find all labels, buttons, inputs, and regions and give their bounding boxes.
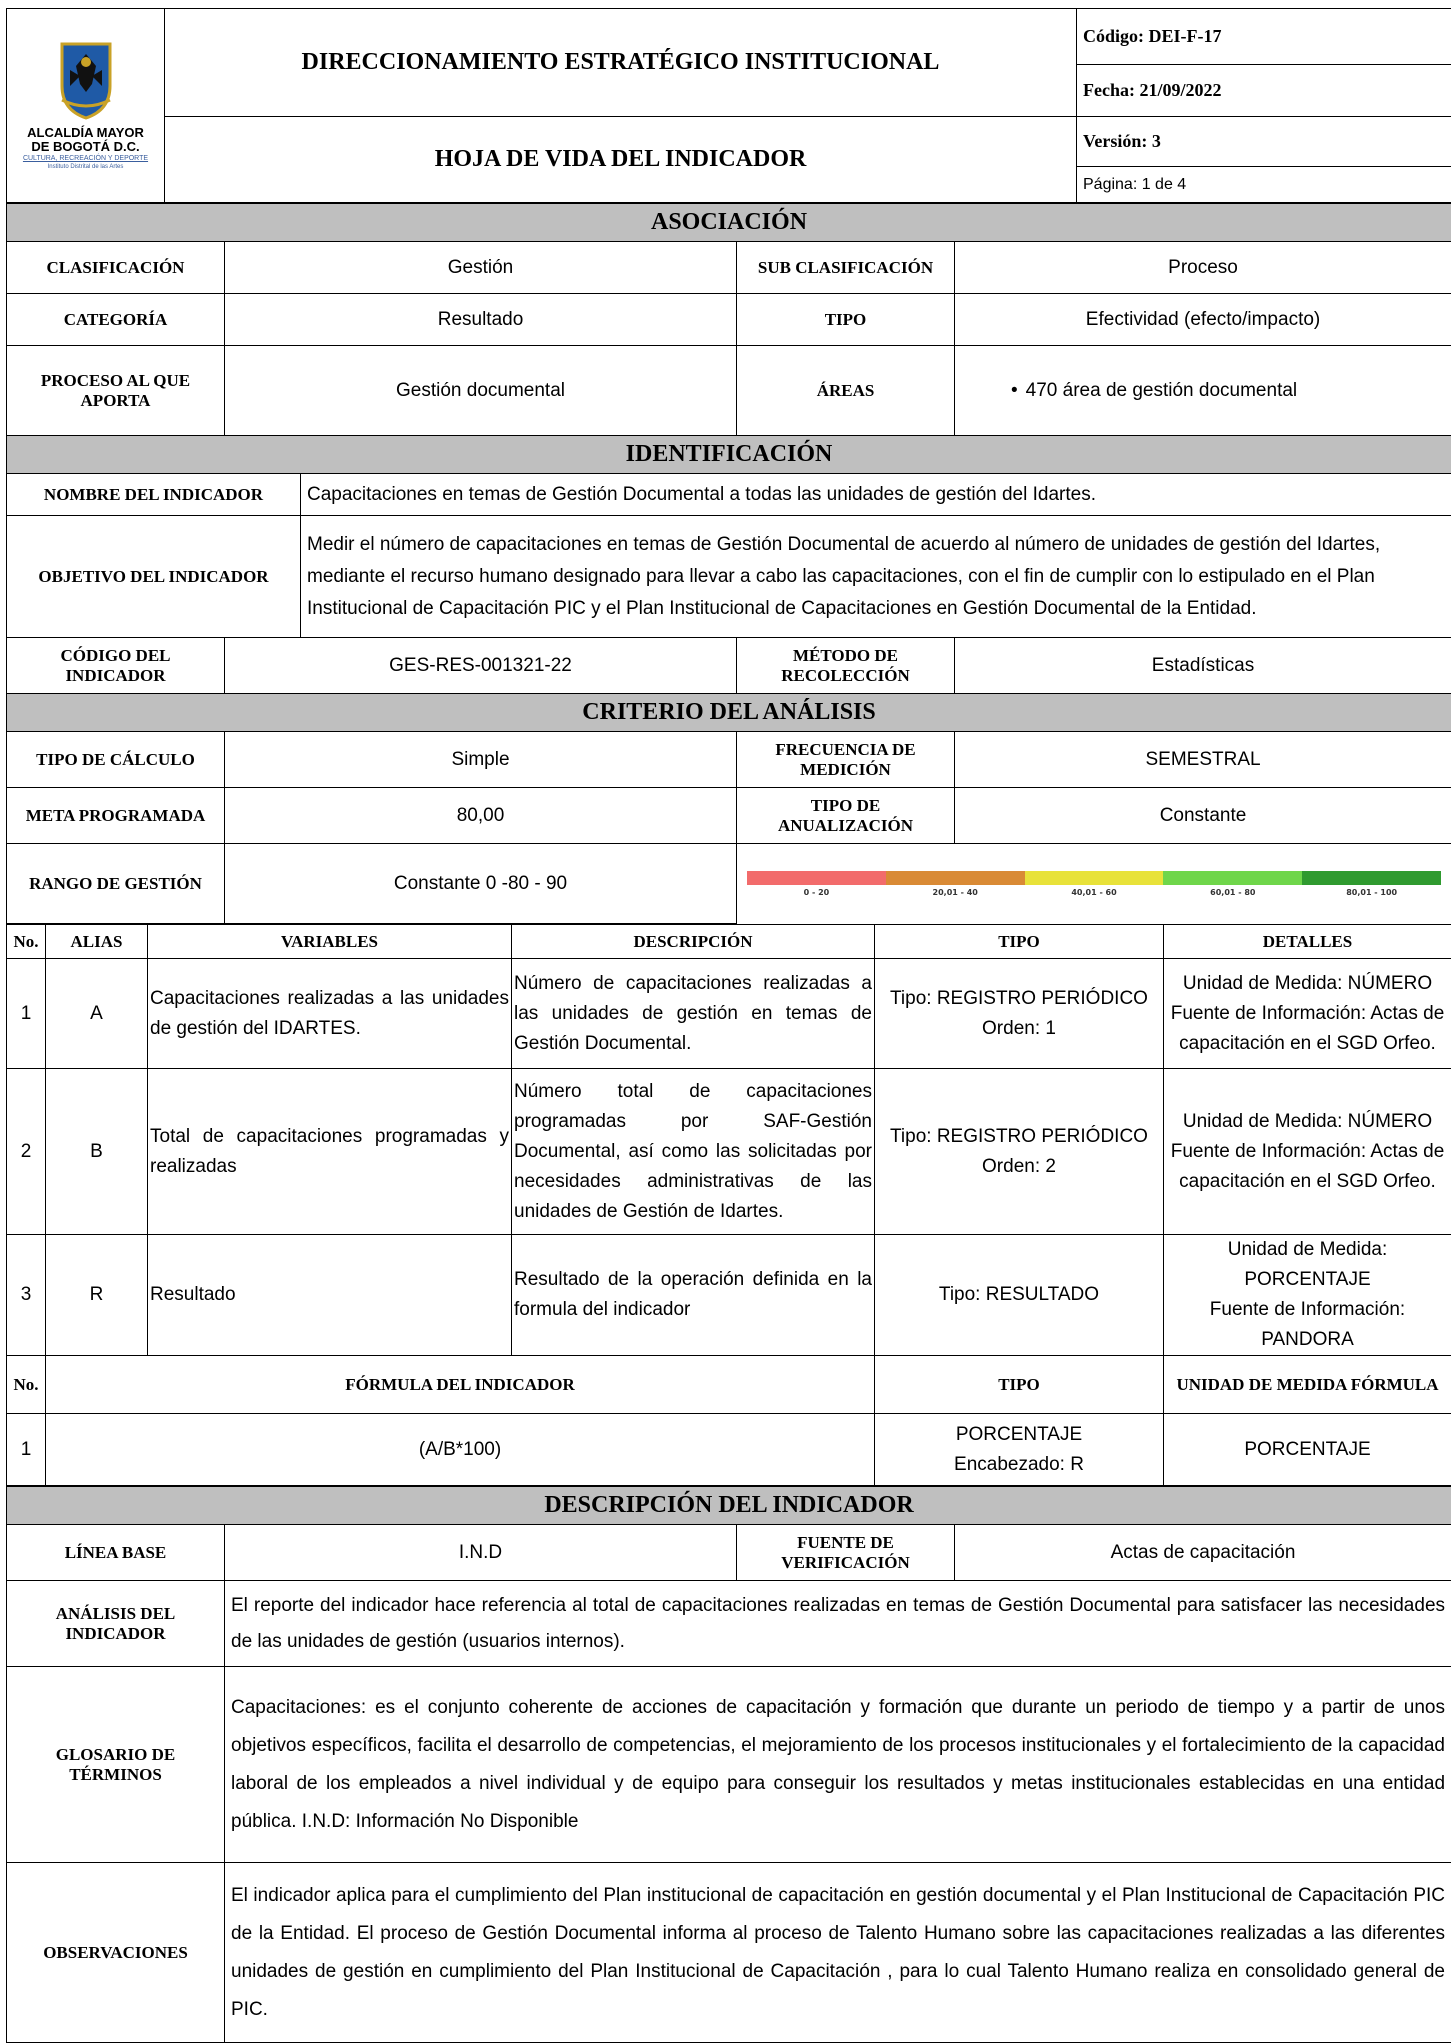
glosario-value: Capacitaciones: es el conjunto coherente de acciones de capacitación y formación que durante un periodo de tiempo y a partir de unos objetivos específicos, facilita el desarrollo de competencias, el mejoramiento de los procesos institucionales y el fortalecimiento de la capacidad laboral de los empleados a nivel individual y de equipo para conseguir los resultados y metas institucionales establecidas en una entidad pública. I.N.D: Información No Disponible	[225, 1667, 1451, 1863]
var-det-line1: Unidad de Medida: NÚMERO	[1166, 969, 1449, 999]
range-segment	[1163, 871, 1302, 885]
version: Versión: 3	[1077, 117, 1451, 167]
var-desc: Número total de capacitaciones programadas por SAF-Gestión Documental, así como las solicitadas por necesidades administrativas de las unidades de Gestión de Idartes.	[512, 1069, 875, 1235]
var-no: 3	[7, 1235, 46, 1356]
var-det-line2: Fuente de Información: Actas de capacitación en el SGD Orfeo.	[1166, 1137, 1449, 1197]
section-descripcion: DESCRIPCIÓN DEL INDICADOR	[7, 1487, 1451, 1525]
formula-header-no: No.	[7, 1356, 46, 1414]
document-sheet	[6, 0, 1451, 2043]
range-segment	[747, 871, 886, 885]
observaciones-label: OBSERVACIONES	[7, 1863, 225, 2043]
var-detalles	[1164, 1069, 1451, 1235]
codigo: Código: DEI-F-17	[1077, 9, 1451, 65]
proceso-label: PROCESO AL QUE APORTA	[7, 346, 225, 436]
areas-item: • 470 área de gestión documental	[1011, 380, 1297, 401]
analisis-label: ANÁLISIS DEL INDICADOR	[7, 1581, 225, 1667]
range-segment-label: 80,01 - 100	[1302, 888, 1441, 897]
var-det-line1: Unidad de Medida: NÚMERO	[1166, 1107, 1449, 1137]
title-1: DIRECCIONAMIENTO ESTRATÉGICO INSTITUCIONAL	[165, 9, 1077, 117]
linea-base-value: I.N.D	[225, 1525, 737, 1581]
table-row	[7, 1069, 1451, 1235]
header-table	[6, 8, 1451, 203]
subclasificacion-value: Proceso	[955, 242, 1451, 294]
analisis-value: El reporte del indicador hace referencia al total de capacitaciones realizadas en temas de Gestión Documental para satisfacer las necesidades de las unidades de gestión (usuarios internos).	[225, 1581, 1451, 1667]
formula-tipo-line2: Encabezado: R	[881, 1450, 1157, 1480]
logo-line2: DE BOGOTÁ D.C.	[13, 140, 158, 154]
observaciones-value: El indicador aplica para el cumplimiento del Plan institucional de capacitación en gestión documental y el Plan Institucional de Capacitación PIC de la Entidad. El proceso de Gestión Documental informa al proceso de Talento Humano sobre las capacitaciones realizadas a las diferentes unidades de gestión en cumplimiento del Plan Institucional de Capacitación , para lo cual Talento Humano realiza en consolidado general de PIC.	[225, 1863, 1451, 2043]
tipo-calculo-value: Simple	[225, 732, 737, 788]
var-det-line1: Unidad de Medida: PORCENTAJE	[1166, 1235, 1449, 1295]
proceso-value: Gestión documental	[225, 346, 737, 436]
tipo-value: Efectividad (efecto/impacto)	[955, 294, 1451, 346]
section-asociacion: ASOCIACIÓN	[7, 204, 1451, 242]
var-tipo-line2: Orden: 2	[881, 1152, 1157, 1182]
metodo-label: MÉTODO DE RECOLECCIÓN	[737, 638, 955, 694]
range-segment	[886, 871, 1025, 885]
var-header-detalles: DETALLES	[1164, 925, 1451, 959]
range-segment-label: 40,01 - 60	[1025, 888, 1164, 897]
formula-value: (A/B*100)	[46, 1414, 875, 1486]
tipo-anualizacion-value: Constante	[955, 788, 1451, 844]
section-identificacion: IDENTIFICACIÓN	[7, 436, 1451, 474]
var-no: 2	[7, 1069, 46, 1235]
logo-line1: ALCALDÍA MAYOR	[13, 126, 158, 140]
clasificacion-value: Gestión	[225, 242, 737, 294]
var-name: Capacitaciones realizadas a las unidades de gestión del IDARTES.	[148, 959, 512, 1069]
var-name: Total de capacitaciones programadas y realizadas	[148, 1069, 512, 1235]
var-tipo-line1: Tipo: REGISTRO PERIÓDICO	[881, 984, 1157, 1014]
meta-label: META PROGRAMADA	[7, 788, 225, 844]
areas-label: ÁREAS	[737, 346, 955, 436]
var-det-line2: Fuente de Información: Actas de capacitación en el SGD Orfeo.	[1166, 999, 1449, 1059]
formula-header-unidad: UNIDAD DE MEDIDA FÓRMULA	[1164, 1356, 1451, 1414]
tipo-calculo-label: TIPO DE CÁLCULO	[7, 732, 225, 788]
frecuencia-label: FRECUENCIA DE MEDICIÓN	[737, 732, 955, 788]
var-alias: B	[46, 1069, 148, 1235]
range-segment-label: 20,01 - 40	[886, 888, 1025, 897]
formula-unidad: PORCENTAJE	[1164, 1414, 1451, 1486]
fuente-value: Actas de capacitación	[955, 1525, 1451, 1581]
var-no: 1	[7, 959, 46, 1069]
objetivo-label: OBJETIVO DEL INDICADOR	[7, 516, 301, 638]
var-alias: R	[46, 1235, 148, 1356]
tipo-anualizacion-label: TIPO DE ANUALIZACIÓN	[737, 788, 955, 844]
frecuencia-value: SEMESTRAL	[955, 732, 1451, 788]
nombre-label: NOMBRE DEL INDICADOR	[7, 474, 301, 516]
variables-table	[6, 924, 1451, 1486]
var-tipo-line1: Tipo: REGISTRO PERIÓDICO	[881, 1122, 1157, 1152]
var-header-no: No.	[7, 925, 46, 959]
formula-header-formula: FÓRMULA DEL INDICADOR	[46, 1356, 875, 1414]
main-table	[6, 203, 1451, 924]
var-detalles	[1164, 959, 1451, 1069]
range-labels	[747, 888, 1441, 897]
formula-header-tipo: TIPO	[875, 1356, 1164, 1414]
var-desc: Resultado de la operación definida en la formula del indicador	[512, 1235, 875, 1356]
var-header-descripcion: DESCRIPCIÓN	[512, 925, 875, 959]
subclasificacion-label: SUB CLASIFICACIÓN	[737, 242, 955, 294]
var-alias: A	[46, 959, 148, 1069]
var-tipo-line1: Tipo: RESULTADO	[881, 1284, 1157, 1306]
fecha: Fecha: 21/09/2022	[1077, 65, 1451, 117]
section-criterio: CRITERIO DEL ANÁLISIS	[7, 694, 1451, 732]
codigo-indicador-label: CÓDIGO DEL INDICADOR	[7, 638, 225, 694]
glosario-label: GLOSARIO DE TÉRMINOS	[7, 1667, 225, 1863]
var-det-line2: Fuente de Información: PANDORA	[1166, 1295, 1449, 1355]
pagina: Página: 1 de 4	[1077, 167, 1451, 203]
tipo-label: TIPO	[737, 294, 955, 346]
coat-of-arms-icon	[56, 40, 116, 120]
var-tipo	[875, 1235, 1164, 1356]
var-header-variables: VARIABLES	[148, 925, 512, 959]
codigo-indicador-value: GES-RES-001321-22	[225, 638, 737, 694]
range-segment-label: 60,01 - 80	[1163, 888, 1302, 897]
rango-scale	[737, 844, 1451, 924]
clasificacion-label: CLASIFICACIÓN	[7, 242, 225, 294]
meta-value: 80,00	[225, 788, 737, 844]
formula-no: 1	[7, 1414, 46, 1486]
nombre-value: Capacitaciones en temas de Gestión Documental a todas las unidades de gestión del Idartes.	[301, 474, 1451, 516]
rango-label: RANGO DE GESTIÓN	[7, 844, 225, 924]
table-row	[7, 959, 1451, 1069]
var-desc: Número de capacitaciones realizadas a las unidades de gestión en temas de Gestión Documental.	[512, 959, 875, 1069]
metodo-value: Estadísticas	[955, 638, 1451, 694]
range-color-bar	[747, 871, 1441, 885]
formula-tipo-line1: PORCENTAJE	[881, 1420, 1157, 1450]
fuente-label: FUENTE DE VERIFICACIÓN	[737, 1525, 955, 1581]
rango-value: Constante 0 -80 - 90	[225, 844, 737, 924]
objetivo-value: Medir el número de capacitaciones en temas de Gestión Documental de acuerdo al número de unidades de gestión del Idartes, mediante el recurso humano designado para llevar a cabo las capacitaciones, con el fin de cumplir con lo estipulado en el Plan Institucional de Capacitación PIC y el Plan Institucional de Capacitaciones en Gestión Documental de la Entidad.	[301, 516, 1451, 638]
range-segment-label: 0 - 20	[747, 888, 886, 897]
table-row	[7, 1235, 1451, 1356]
logo-line3: CULTURA, RECREACIÓN Y DEPORTE	[13, 154, 158, 163]
descripcion-table	[6, 1486, 1451, 2043]
formula-tipo	[875, 1414, 1164, 1486]
logo	[7, 9, 165, 203]
categoria-label: CATEGORÍA	[7, 294, 225, 346]
linea-base-label: LÍNEA BASE	[7, 1525, 225, 1581]
var-tipo-line2: Orden: 1	[881, 1014, 1157, 1044]
var-tipo	[875, 1069, 1164, 1235]
logo-line4: Instituto Distrital de las Artes	[13, 163, 158, 171]
table-row	[7, 1414, 1451, 1486]
areas-value	[955, 346, 1451, 436]
var-detalles	[1164, 1235, 1451, 1356]
range-segment	[1025, 871, 1164, 885]
var-tipo	[875, 959, 1164, 1069]
var-header-tipo: TIPO	[875, 925, 1164, 959]
range-segment	[1302, 871, 1441, 885]
categoria-value: Resultado	[225, 294, 737, 346]
title-2: HOJA DE VIDA DEL INDICADOR	[165, 117, 1077, 203]
var-header-alias: ALIAS	[46, 925, 148, 959]
var-name: Resultado	[148, 1235, 512, 1356]
